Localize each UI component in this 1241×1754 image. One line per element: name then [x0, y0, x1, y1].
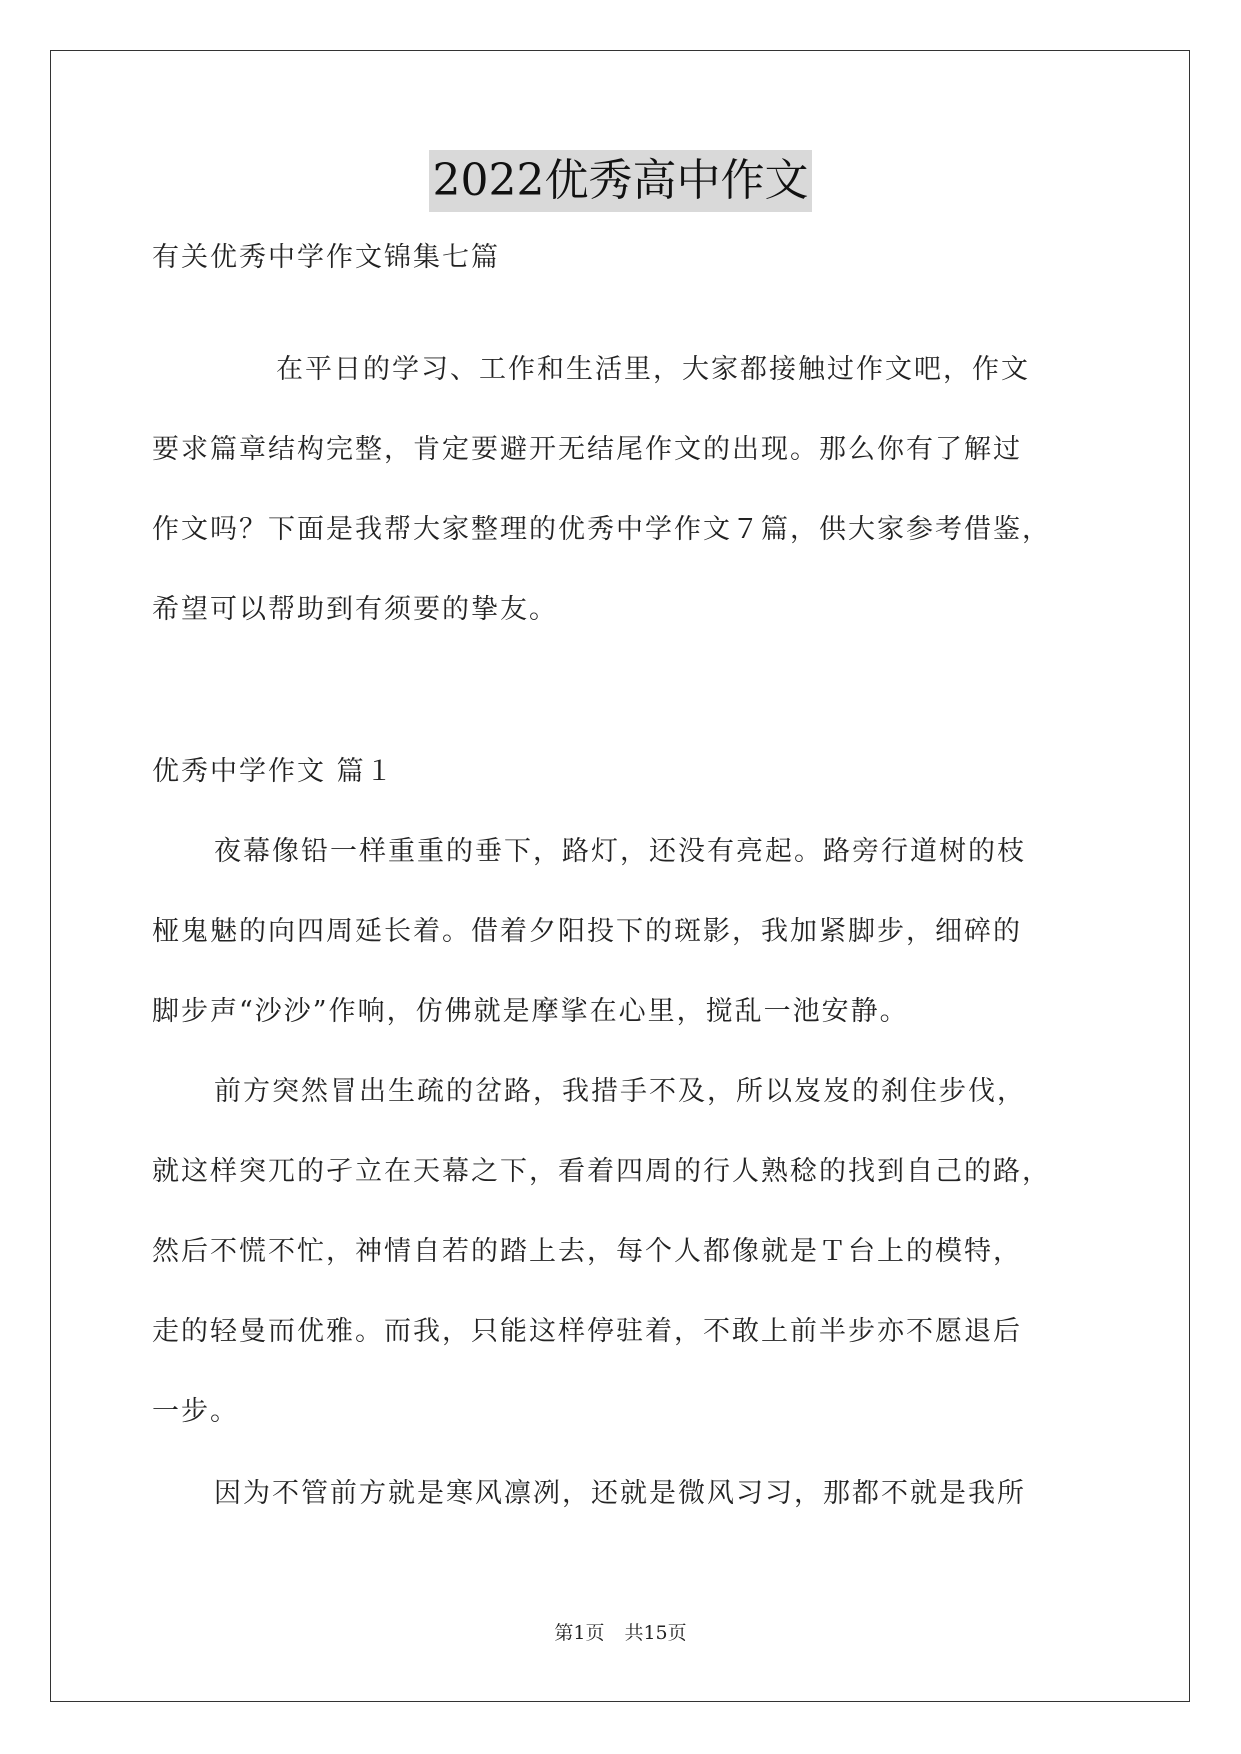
body-line: 因为不管前方就是寒风凛冽，还就是微风习习，那都不就是我所 [214, 1478, 1026, 1509]
body-line: 脚步声“沙沙”作响，仿佛就是摩挲在心里，搅乱一池安静。 [152, 996, 909, 1027]
intro-line: 希望可以帮助到有须要的挚友。 [152, 594, 558, 625]
body-line: 走的轻曼而优雅。而我，只能这样停驻着，不敢上前半步亦不愿退后 [152, 1316, 1022, 1347]
body-line: 前方突然冒出生疏的岔路，我措手不及，所以岌岌的刹住步伐， [214, 1076, 1026, 1107]
intro-line: 要求篇章结构完整，肯定要避开无结尾作文的出现。那么你有了解过 [152, 434, 1022, 465]
body-line: 然后不慌不忙，神情自若的踏上去，每个人都像就是Ｔ台上的模特， [152, 1236, 1022, 1267]
body-line: 夜幕像铅一样重重的垂下，路灯，还没有亮起。路旁行道树的枝 [214, 836, 1026, 867]
page-number-total: 共15页 [624, 1622, 687, 1644]
document-title: 2022优秀高中作文 [429, 150, 813, 212]
section-heading: 优秀中学作文 篇１ [152, 756, 395, 787]
title-block [0, 150, 1241, 212]
body-line: 就这样突兀的孑立在天幕之下，看着四周的行人熟稔的找到自己的路， [152, 1156, 1051, 1187]
page-footer [0, 1620, 1241, 1646]
body-line: 桠鬼魅的向四周延长着。借着夕阳投下的斑影，我加紧脚步，细碎的 [152, 916, 1022, 947]
page-border [50, 50, 1190, 1702]
document-subtitle: 有关优秀中学作文锦集七篇 [152, 242, 500, 273]
page-number-current: 第1页 [554, 1622, 605, 1644]
intro-line: 作文吗？下面是我帮大家整理的优秀中学作文７篇，供大家参考借鉴， [152, 514, 1051, 545]
body-line: 一步。 [152, 1396, 239, 1427]
intro-line: 在平日的学习、工作和生活里，大家都接触过作文吧，作文 [276, 354, 1030, 385]
